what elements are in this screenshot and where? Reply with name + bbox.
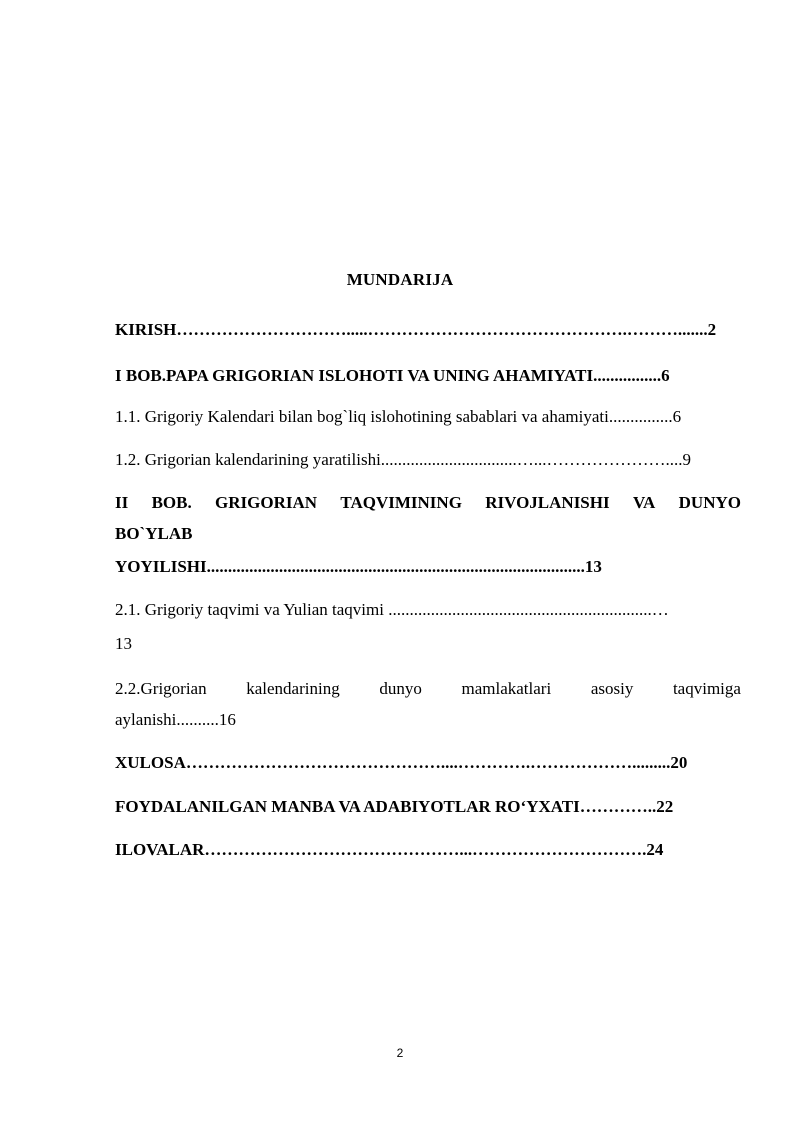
toc-entry-ilovalar: ILOVALAR………………………………………...………………………….24 bbox=[115, 840, 664, 859]
toc-word: DUNYO bbox=[678, 493, 741, 512]
toc-entry-chapter-2-line-2: BO`YLAB bbox=[115, 524, 193, 543]
toc-entry-chapter-2-line-3: YOYILISHI.........................................................................................13 bbox=[115, 557, 602, 576]
toc-entry-section-2-2-line-1 bbox=[115, 677, 741, 701]
toc-word: VA bbox=[632, 493, 656, 512]
toc-entry-section-2-1-line-2: 13 bbox=[115, 634, 132, 653]
toc-word: kalendarining bbox=[246, 679, 340, 698]
toc-word: RIVOJLANISHI bbox=[485, 493, 610, 512]
toc-entry-chapter-1: I BOB.PAPA GRIGORIAN ISLOHOTI VA UNING AHAMIYATI................6 bbox=[115, 366, 670, 385]
toc-word: GRIGORIAN bbox=[215, 493, 318, 512]
toc-word: dunyo bbox=[379, 679, 422, 698]
toc-word: TAQVIMINING bbox=[340, 493, 462, 512]
toc-word: BOB. bbox=[151, 493, 192, 512]
toc-entry-xulosa: XULOSA………………………………………....………….……………….........20 bbox=[115, 753, 688, 772]
toc-entry-section-1-1: 1.1. Grigoriy Kalendari bilan bog`liq islohotining sabablari va ahamiyati...............6 bbox=[115, 407, 682, 426]
page-title: MUNDARIJA bbox=[346, 270, 454, 289]
toc-word: II bbox=[115, 493, 129, 512]
page-number: 2 bbox=[396, 1046, 404, 1060]
toc-word: 2.2.Grigorian bbox=[115, 679, 207, 698]
toc-word: asosiy bbox=[590, 679, 634, 698]
toc-word: mamlakatlari bbox=[461, 679, 552, 698]
toc-entry-section-2-2-line-2: aylanishi..........16 bbox=[115, 710, 236, 729]
toc-entry-references: FOYDALANILGAN MANBA VA ADABIYOTLAR RO‘YXATI…………..22 bbox=[115, 797, 674, 816]
toc-word: taqvimiga bbox=[672, 679, 741, 698]
toc-entry-chapter-2-line-1 bbox=[115, 491, 741, 515]
toc-entry-kirish: KIRISH………………………….....……………………………………….……….......2 bbox=[115, 320, 717, 339]
toc-entry-section-2-1-line-1: 2.1. Grigoriy taqvimi va Yulian taqvimi ..............................................................… bbox=[115, 600, 669, 619]
toc-entry-section-1-2: 1.2. Grigorian kalendarining yaratilishi................................…...…………………....9 bbox=[115, 450, 692, 469]
